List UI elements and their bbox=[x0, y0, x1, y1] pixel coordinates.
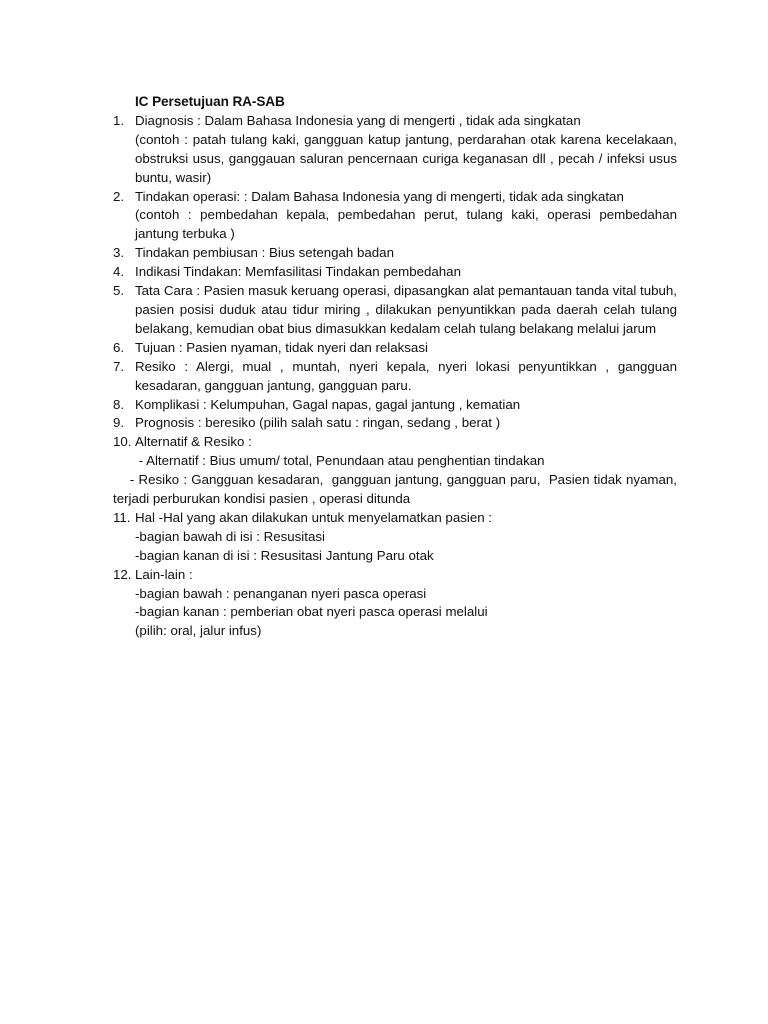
item-text: Tata Cara : Pasien masuk keruang operasi, dipasangkan alat pemantauan tanda vital tubuh, pasien posisi duduk atau tidur miring , dilakukan penyuntikkan pada daerah celah tulang belakang, kemudian obat bius dimasukkan kedalam celah tulang belakang melalui jarum bbox=[135, 283, 677, 336]
item-number: 6. bbox=[113, 339, 125, 355]
item-heading: Tujuan : Pasien nyaman, tidak nyeri dan relaksasi bbox=[135, 339, 428, 355]
item-number: 2. bbox=[113, 188, 125, 204]
list-item-komplikasi bbox=[113, 396, 677, 415]
item-heading: Prognosis : beresiko (pilih salah satu : ringan, sedang , berat ) bbox=[135, 415, 501, 431]
item-heading: Lain-lain : bbox=[135, 566, 193, 582]
sub-item-alternatif: - Alternatif : Bius umum/ total, Penundaan atau penghentian tindakan bbox=[135, 453, 545, 469]
list-item-alternatif-resiko bbox=[113, 433, 677, 509]
item-number: 5. bbox=[113, 283, 125, 299]
item-heading: Komplikasi : Kelumpuhan, Gagal napas, gagal jantung , kematian bbox=[135, 396, 521, 412]
sub-item-bagian-bawah: -bagian bawah : penanganan nyeri pasca operasi bbox=[135, 585, 427, 601]
document-body bbox=[113, 93, 677, 641]
consent-items-list bbox=[113, 112, 677, 641]
item-number: 4. bbox=[113, 264, 125, 280]
list-item-diagnosis bbox=[113, 112, 677, 188]
list-item-tujuan bbox=[113, 339, 677, 358]
list-item-menyelamatkan-pasien bbox=[113, 509, 677, 566]
item-text: (contoh : pembedahan kepala, pembedahan perut, tulang kaki, operasi pembedahan jantung terbuka ) bbox=[135, 207, 677, 242]
document-title: IC Persetujuan RA-SAB bbox=[135, 94, 285, 109]
item-number: 7. bbox=[113, 358, 125, 374]
item-number: 8. bbox=[113, 396, 125, 412]
item-text: (contoh : patah tulang kaki, gangguan katup jantung, perdarahan otak karena kecelakaan, obstruksi usus, ganggauan saluran pencernaan curiga keganasan dll , pecah / infeksi usus buntu, wasir) bbox=[135, 131, 677, 185]
item-heading: Alternatif & Resiko : bbox=[135, 434, 252, 450]
sub-item-resiko-continued: terjadi perburukan kondisi pasien , operasi ditunda bbox=[113, 491, 411, 507]
list-item-resiko bbox=[113, 358, 677, 396]
sub-item-resiko: - Resiko : Gangguan kesadaran, gangguan jantung, gangguan paru, Pasien tidak nyaman, bbox=[113, 472, 677, 488]
list-item-tata-cara bbox=[113, 282, 677, 339]
sub-item-pilihan: (pilih: oral, jalur infus) bbox=[135, 623, 262, 639]
item-number: 11. bbox=[113, 509, 131, 525]
sub-item-bagian-kanan: -bagian kanan : pemberian obat nyeri pasca operasi melalui bbox=[135, 604, 488, 620]
item-number: 10. bbox=[113, 434, 132, 450]
item-number: 3. bbox=[113, 245, 125, 261]
item-heading: Tindakan operasi: : Dalam Bahasa Indonesia yang di mengerti, tidak ada singkatan bbox=[135, 188, 624, 204]
item-number: 12. bbox=[113, 566, 132, 582]
item-number: 9. bbox=[113, 415, 125, 431]
list-item-tindakan-pembiusan bbox=[113, 244, 677, 263]
sub-item-bagian-kanan: -bagian kanan di isi : Resusitasi Jantung Paru otak bbox=[135, 547, 434, 563]
list-item-lain-lain bbox=[113, 566, 677, 642]
list-item-tindakan-operasi bbox=[113, 188, 677, 245]
item-heading: Tindakan pembiusan : Bius setengah badan bbox=[135, 245, 394, 261]
item-heading: Diagnosis : Dalam Bahasa Indonesia yang di mengerti , tidak ada singkatan bbox=[135, 112, 581, 128]
item-number: 1. bbox=[113, 112, 125, 128]
sub-item-bagian-bawah: -bagian bawah di isi : Resusitasi bbox=[135, 528, 325, 544]
item-heading: Indikasi Tindakan: Memfasilitasi Tindakan pembedahan bbox=[135, 264, 461, 280]
list-item-indikasi bbox=[113, 263, 677, 282]
list-item-prognosis bbox=[113, 414, 677, 433]
item-text: Resiko : Alergi, mual , muntah, nyeri kepala, nyeri lokasi penyuntikkan , gangguan kesadaran, gangguan jantung, gangguan paru. bbox=[135, 358, 677, 393]
item-heading: Hal -Hal yang akan dilakukan untuk menyelamatkan pasien : bbox=[135, 509, 493, 525]
